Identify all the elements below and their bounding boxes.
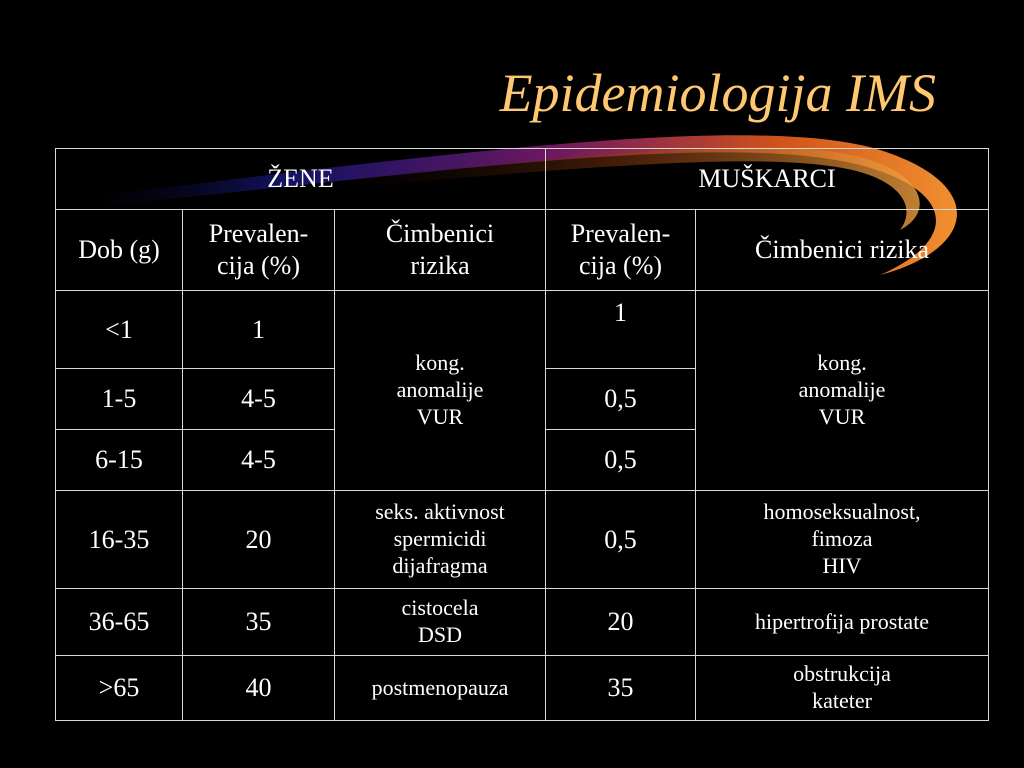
age-cell: 1-5 [56,369,183,430]
women-prevalence-cell: 1 [183,291,335,369]
table-row [56,656,989,721]
men-risk-merged-cell: kong. anomalije VUR [696,291,989,491]
age-cell: <1 [56,291,183,369]
header-men-prevalence: Prevalen- cija (%) [546,210,696,291]
women-risk-cell: seks. aktivnost spermicidi dijafragma [335,491,546,589]
men-prevalence-cell: 0,5 [546,430,696,491]
age-cell: >65 [56,656,183,721]
column-header-row [56,210,989,291]
age-cell: 16-35 [56,491,183,589]
header-women-prevalence: Prevalen- cija (%) [183,210,335,291]
women-risk-merged-cell: kong. anomalije VUR [335,291,546,491]
men-prevalence-cell: 0,5 [546,491,696,589]
women-risk-cell: cistocela DSD [335,589,546,656]
header-men-risk: Čimbenici rizika [696,210,989,291]
women-prevalence-cell: 35 [183,589,335,656]
group-header-men: MUŠKARCI [546,149,989,210]
men-prevalence-cell: 1 [546,291,696,369]
women-risk-cell: postmenopauza [335,656,546,721]
age-cell: 6-15 [56,430,183,491]
men-prevalence-cell: 35 [546,656,696,721]
group-header-women: ŽENE [56,149,546,210]
women-prevalence-cell: 4-5 [183,369,335,430]
slide-title: Epidemiologija IMS [499,63,936,123]
women-prevalence-cell: 4-5 [183,430,335,491]
table-row [56,291,989,369]
men-prevalence-cell: 0,5 [546,369,696,430]
epidemiology-table [55,148,989,721]
header-age: Dob (g) [56,210,183,291]
table-row [56,589,989,656]
men-risk-cell: obstrukcija kateter [696,656,989,721]
women-prevalence-cell: 40 [183,656,335,721]
women-prevalence-cell: 20 [183,491,335,589]
men-prevalence-cell: 20 [546,589,696,656]
men-risk-cell: hipertrofija prostate [696,589,989,656]
table-row [56,491,989,589]
age-cell: 36-65 [56,589,183,656]
header-women-risk: Čimbenici rizika [335,210,546,291]
men-risk-cell: homoseksualnost, fimoza HIV [696,491,989,589]
